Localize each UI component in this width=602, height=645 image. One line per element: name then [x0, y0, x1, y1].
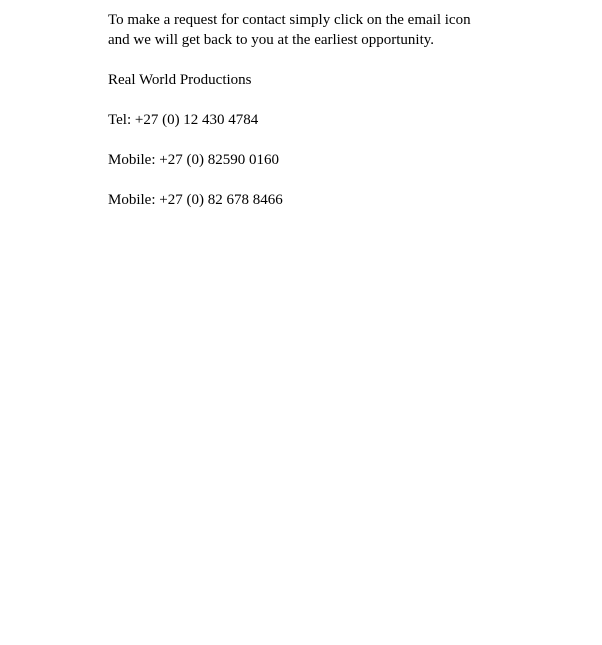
- spacer: [108, 90, 588, 110]
- spacer: [108, 170, 588, 190]
- contact-content: [108, 10, 588, 210]
- spacer: [108, 130, 588, 150]
- spacer: [108, 50, 588, 70]
- company-name: Real World Productions: [108, 72, 252, 88]
- telephone-number: Tel: +27 (0) 12 430 4784: [108, 112, 259, 128]
- mobile-number-2: Mobile: +27 (0) 82 678 8466: [108, 192, 283, 208]
- intro-line-1: To make a request for contact simply click on the email icon: [108, 12, 471, 28]
- intro-line-2: and we will get back to you at the earliest opportunity.: [108, 32, 435, 48]
- mobile-number-1: Mobile: +27 (0) 82590 0160: [108, 152, 279, 168]
